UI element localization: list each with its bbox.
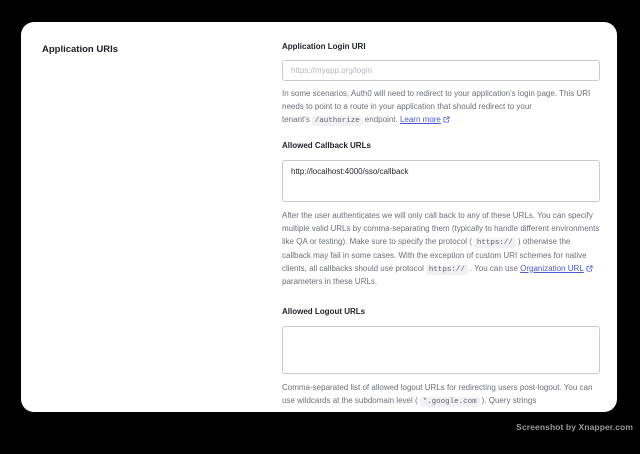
allowed-callback-urls-help-text (282, 210, 600, 289)
external-link-icon (443, 114, 450, 127)
help-text-segment: ) otherwise the callback may fail in some cases. With the exception of custom URI schemes for native clients, all callbacks should use protocol (282, 236, 587, 273)
form-column (282, 42, 600, 412)
code-chip-authorize: /authorize (312, 116, 363, 126)
code-chip-https: https:// (426, 265, 468, 275)
help-text-segment: After the user authenticates we will only call back to any of these URLs. You can specify multiple valid URLs by comma-separating them (typically to handle different environments like QA or testing). Make sure to specify the protocol ( (282, 211, 600, 246)
application-login-uri-help-text (282, 88, 600, 127)
allowed-logout-urls-section (282, 307, 600, 409)
help-text-segment: In some scenarios, Auth0 will need to redirect to your application's login page. This URI needs to point to a route in your application that should redirect to your tenant's (282, 89, 591, 124)
allowed-callback-urls-textarea[interactable] (282, 160, 600, 202)
xnapper-watermark: Screenshot by Xnapper.com (516, 422, 633, 432)
application-login-uri-input[interactable] (282, 60, 600, 81)
help-text-segment: Comma-separated list of allowed logout URLs for redirecting users post-logout. You can use wildcards at the subdomain level ( (282, 383, 593, 405)
application-login-uri-section (282, 42, 600, 127)
learn-more-link-label: Learn more (399, 114, 441, 124)
code-chip-https: https:// (474, 238, 516, 248)
page-title: Application URIs (42, 44, 119, 55)
application-login-uri-label: Application Login URI (282, 42, 366, 51)
section-title-column (42, 42, 282, 412)
help-text-segment: parameters in these URLs. (282, 277, 378, 287)
allowed-logout-urls-textarea[interactable] (282, 326, 600, 374)
external-link-icon (586, 263, 593, 276)
help-text-segment: ). Query strings (481, 395, 537, 405)
learn-more-link[interactable] (400, 115, 450, 124)
application-uris-card (21, 22, 617, 412)
organization-url-link-label: Organization URL (520, 263, 584, 273)
allowed-logout-urls-help-text (282, 382, 600, 409)
allowed-callback-urls-label: Allowed Callback URLs (282, 141, 371, 151)
code-chip-wildcard: *.google.com (420, 397, 480, 407)
organization-url-link[interactable] (520, 264, 593, 273)
help-text-segment: endpoint. (364, 114, 400, 124)
allowed-logout-urls-label: Allowed Logout URLs (282, 307, 366, 317)
allowed-callback-urls-section (282, 141, 600, 289)
help-text-segment: . You can use (469, 263, 521, 273)
